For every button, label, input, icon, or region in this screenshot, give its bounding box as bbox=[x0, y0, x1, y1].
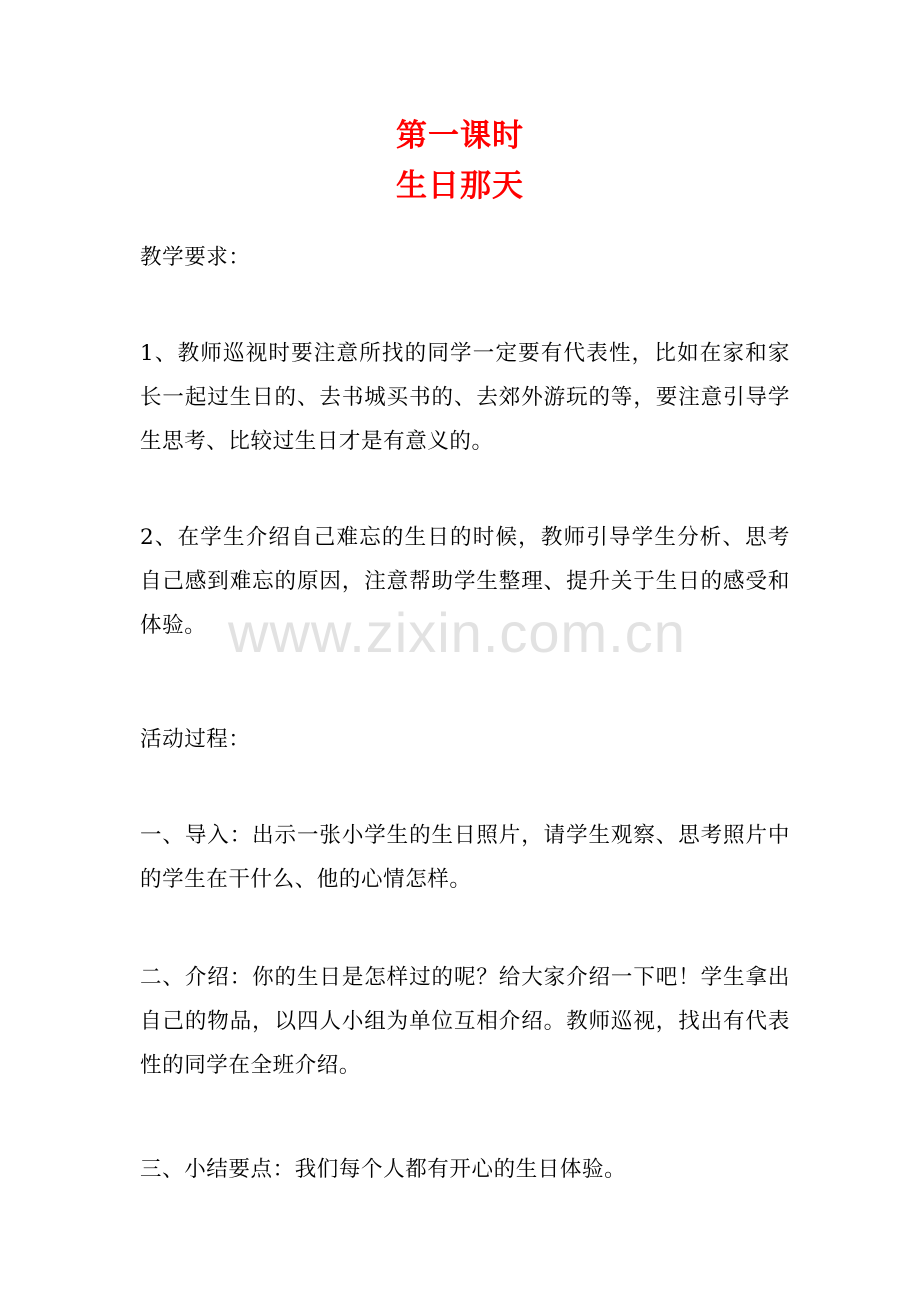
lesson-title: 第一课时 bbox=[396, 118, 524, 154]
site-watermark: www.zixin.com.cn bbox=[228, 601, 686, 664]
requirements-heading: 教学要求： bbox=[140, 245, 251, 270]
requirement-item-2: 2、在学生介绍自己难忘的生日的时候，教师引导学生分析、思考自己感到难忘的原因，注意帮助学生整理、提升关于生日的感受和体验。 bbox=[140, 525, 790, 638]
process-step-2: 二、介绍：你的生日是怎样过的呢？给大家介绍一下吧！学生拿出自己的物品，以四人小组为单位互相介绍。教师巡视，找出有代表性的同学在全班介绍。 bbox=[140, 965, 790, 1078]
process-step-1: 一、导入：出示一张小学生的生日照片，请学生观察、思考照片中的学生在干什么、他的心情怎样。 bbox=[140, 823, 790, 892]
lesson-subtitle: 生日那天 bbox=[396, 168, 524, 204]
requirement-item-1: 1、教师巡视时要注意所找的同学一定要有代表性，比如在家和家长一起过生日的、去书城买书的、去郊外游玩的等，要注意引导学生思考、比较过生日才是有意义的。 bbox=[140, 341, 790, 454]
process-step-3: 三、小结要点：我们每个人都有开心的生日体验。 bbox=[140, 1157, 627, 1182]
process-heading: 活动过程： bbox=[140, 727, 251, 752]
